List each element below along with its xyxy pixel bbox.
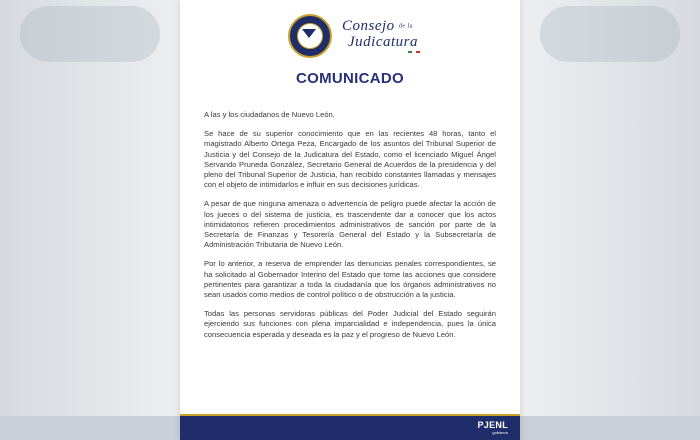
paragraph-4: Todas las personas servidoras públicas del Poder Judicial del Estado seguirán ejerciendo sus funciones con plena imparcialidad e independencia, pues la única consecuencia esperada y deseada es la paz y el progreso de Nuevo León. xyxy=(204,309,496,339)
document-body xyxy=(204,110,496,349)
paragraph-3: Por lo anterior, a reserva de emprender las denuncias penales correspondientes, se ha solicitado al Gobernador Interino del Estado que tome las acciones que considere pertinentes para garantizar a toda la ciudadanía que los órganos administrativos no sean usados como medios de control político o de obstrucción a la justicia. xyxy=(204,259,496,300)
document-footer xyxy=(180,416,520,440)
logo-line-1-text: Consejo xyxy=(342,18,395,34)
logo-line-1-small: de la xyxy=(398,23,413,30)
flag-stripe-icon xyxy=(408,51,420,53)
paragraph-1: Se hace de su superior conocimiento que en las recientes 48 horas, tanto el magistrado Alberto Ortega Peza, Encargado de los asuntos del Tribunal Superior de Justicia y del Consejo de la Judicatura del Estado, como el licenciado Miguel Ángel Servando Pruneda González, Secretario General de Acuerdos de la presidencia y del pleno del Tribunal Superior de Justicia, han recibido constantes llamadas y mensajes con el objeto de intimidarlos e influir en sus decisiones jurídicas. xyxy=(204,129,496,190)
paragraph-greeting: A las y los ciudadanos de Nuevo León. xyxy=(204,110,335,119)
pjenl-logo: PJENL xyxy=(477,420,508,430)
eagle-icon xyxy=(302,29,316,38)
consejo-judicatura-logo xyxy=(342,18,432,58)
seal-inner xyxy=(297,23,323,49)
document-title: COMUNICADO xyxy=(296,70,404,87)
paragraph-2: A pesar de que ninguna amenaza o advertencia de peligro puede afectar la acción de los jueces o del sistema de justicia, es trascendente dar a conocer que los actos intimidatorios refieren procedimientos administrativos de sanción por parte de la Secretaría de Finanzas y Tesorería General del Estado y la Subsecretaría de Administración Tributaria de Nuevo León. xyxy=(204,199,496,250)
blurred-background-left xyxy=(0,0,180,440)
document-page xyxy=(180,0,520,440)
pjenl-logo-sub: gobierno xyxy=(492,430,508,435)
logo-line-2: Judicatura xyxy=(348,34,418,50)
tribunal-seal-icon xyxy=(288,14,332,58)
document-header xyxy=(180,14,520,64)
blurred-background-right xyxy=(520,0,700,440)
logo-line-1 xyxy=(342,18,413,35)
